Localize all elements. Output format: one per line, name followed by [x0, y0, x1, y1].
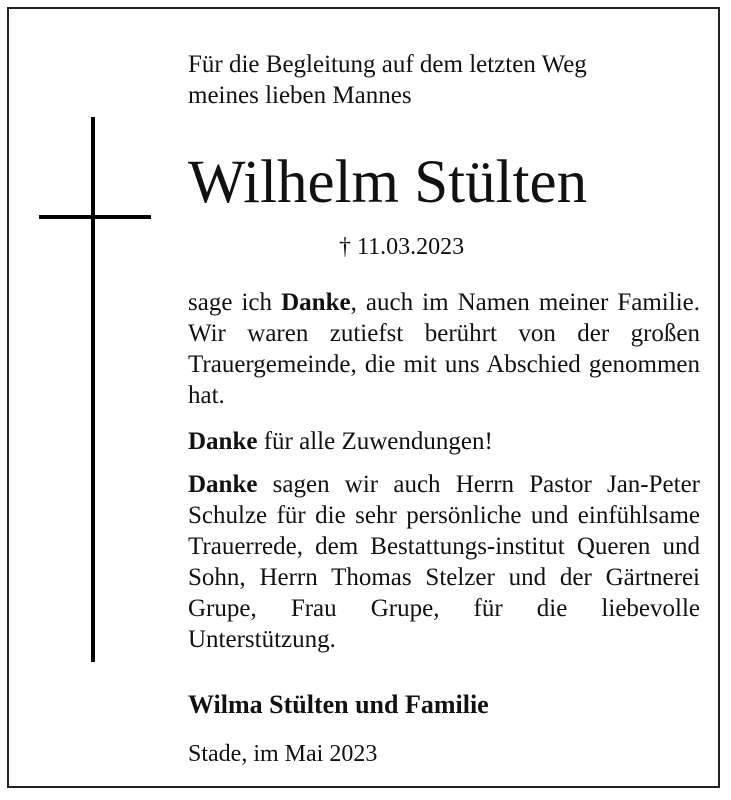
cross-icon-vertical-bar — [91, 117, 95, 662]
deceased-name: Wilhelm Stülten — [188, 149, 588, 216]
paragraph-1-before: sage ich — [188, 289, 282, 316]
notice-frame — [7, 7, 720, 788]
intro-text — [188, 49, 700, 111]
paragraph-3-bold: Danke — [188, 471, 258, 498]
signature: Wilma Stülten und Familie — [188, 690, 489, 719]
place-date: Stade, im Mai 2023 — [188, 741, 378, 767]
paragraph-1-bold: Danke — [281, 289, 351, 316]
paragraph-thanks-individuals — [188, 469, 700, 655]
paragraph-1-after: , auch im Namen meiner Familie. Wir waren zutiefst berührt von der großen Trauergemeinde, die mit uns Abschied genommen hat. — [188, 289, 700, 409]
paragraph-2-after: für alle Zuwendungen! — [257, 428, 493, 455]
cross-icon-horizontal-bar — [39, 215, 151, 219]
paragraph-thanks-family — [188, 287, 700, 411]
paragraph-3-after: sagen wir auch Herrn Pastor Jan-Peter Schulze für die sehr persönliche und einfühlsame Trauerrede, dem Bestattungs-institut Queren und Sohn, Herrn Thomas Stelzer und der Gärtnerei Grupe, Frau Grupe, für die liebevolle Unterstützung. — [188, 471, 700, 653]
paragraph-2-bold: Danke — [188, 428, 258, 455]
death-date: † 11.03.2023 — [339, 234, 465, 260]
paragraph-thanks-donations — [188, 426, 700, 457]
intro-line-1: Für die Begleitung auf dem letzten Weg — [188, 51, 587, 78]
intro-line-2: meines lieben Mannes — [188, 82, 412, 109]
